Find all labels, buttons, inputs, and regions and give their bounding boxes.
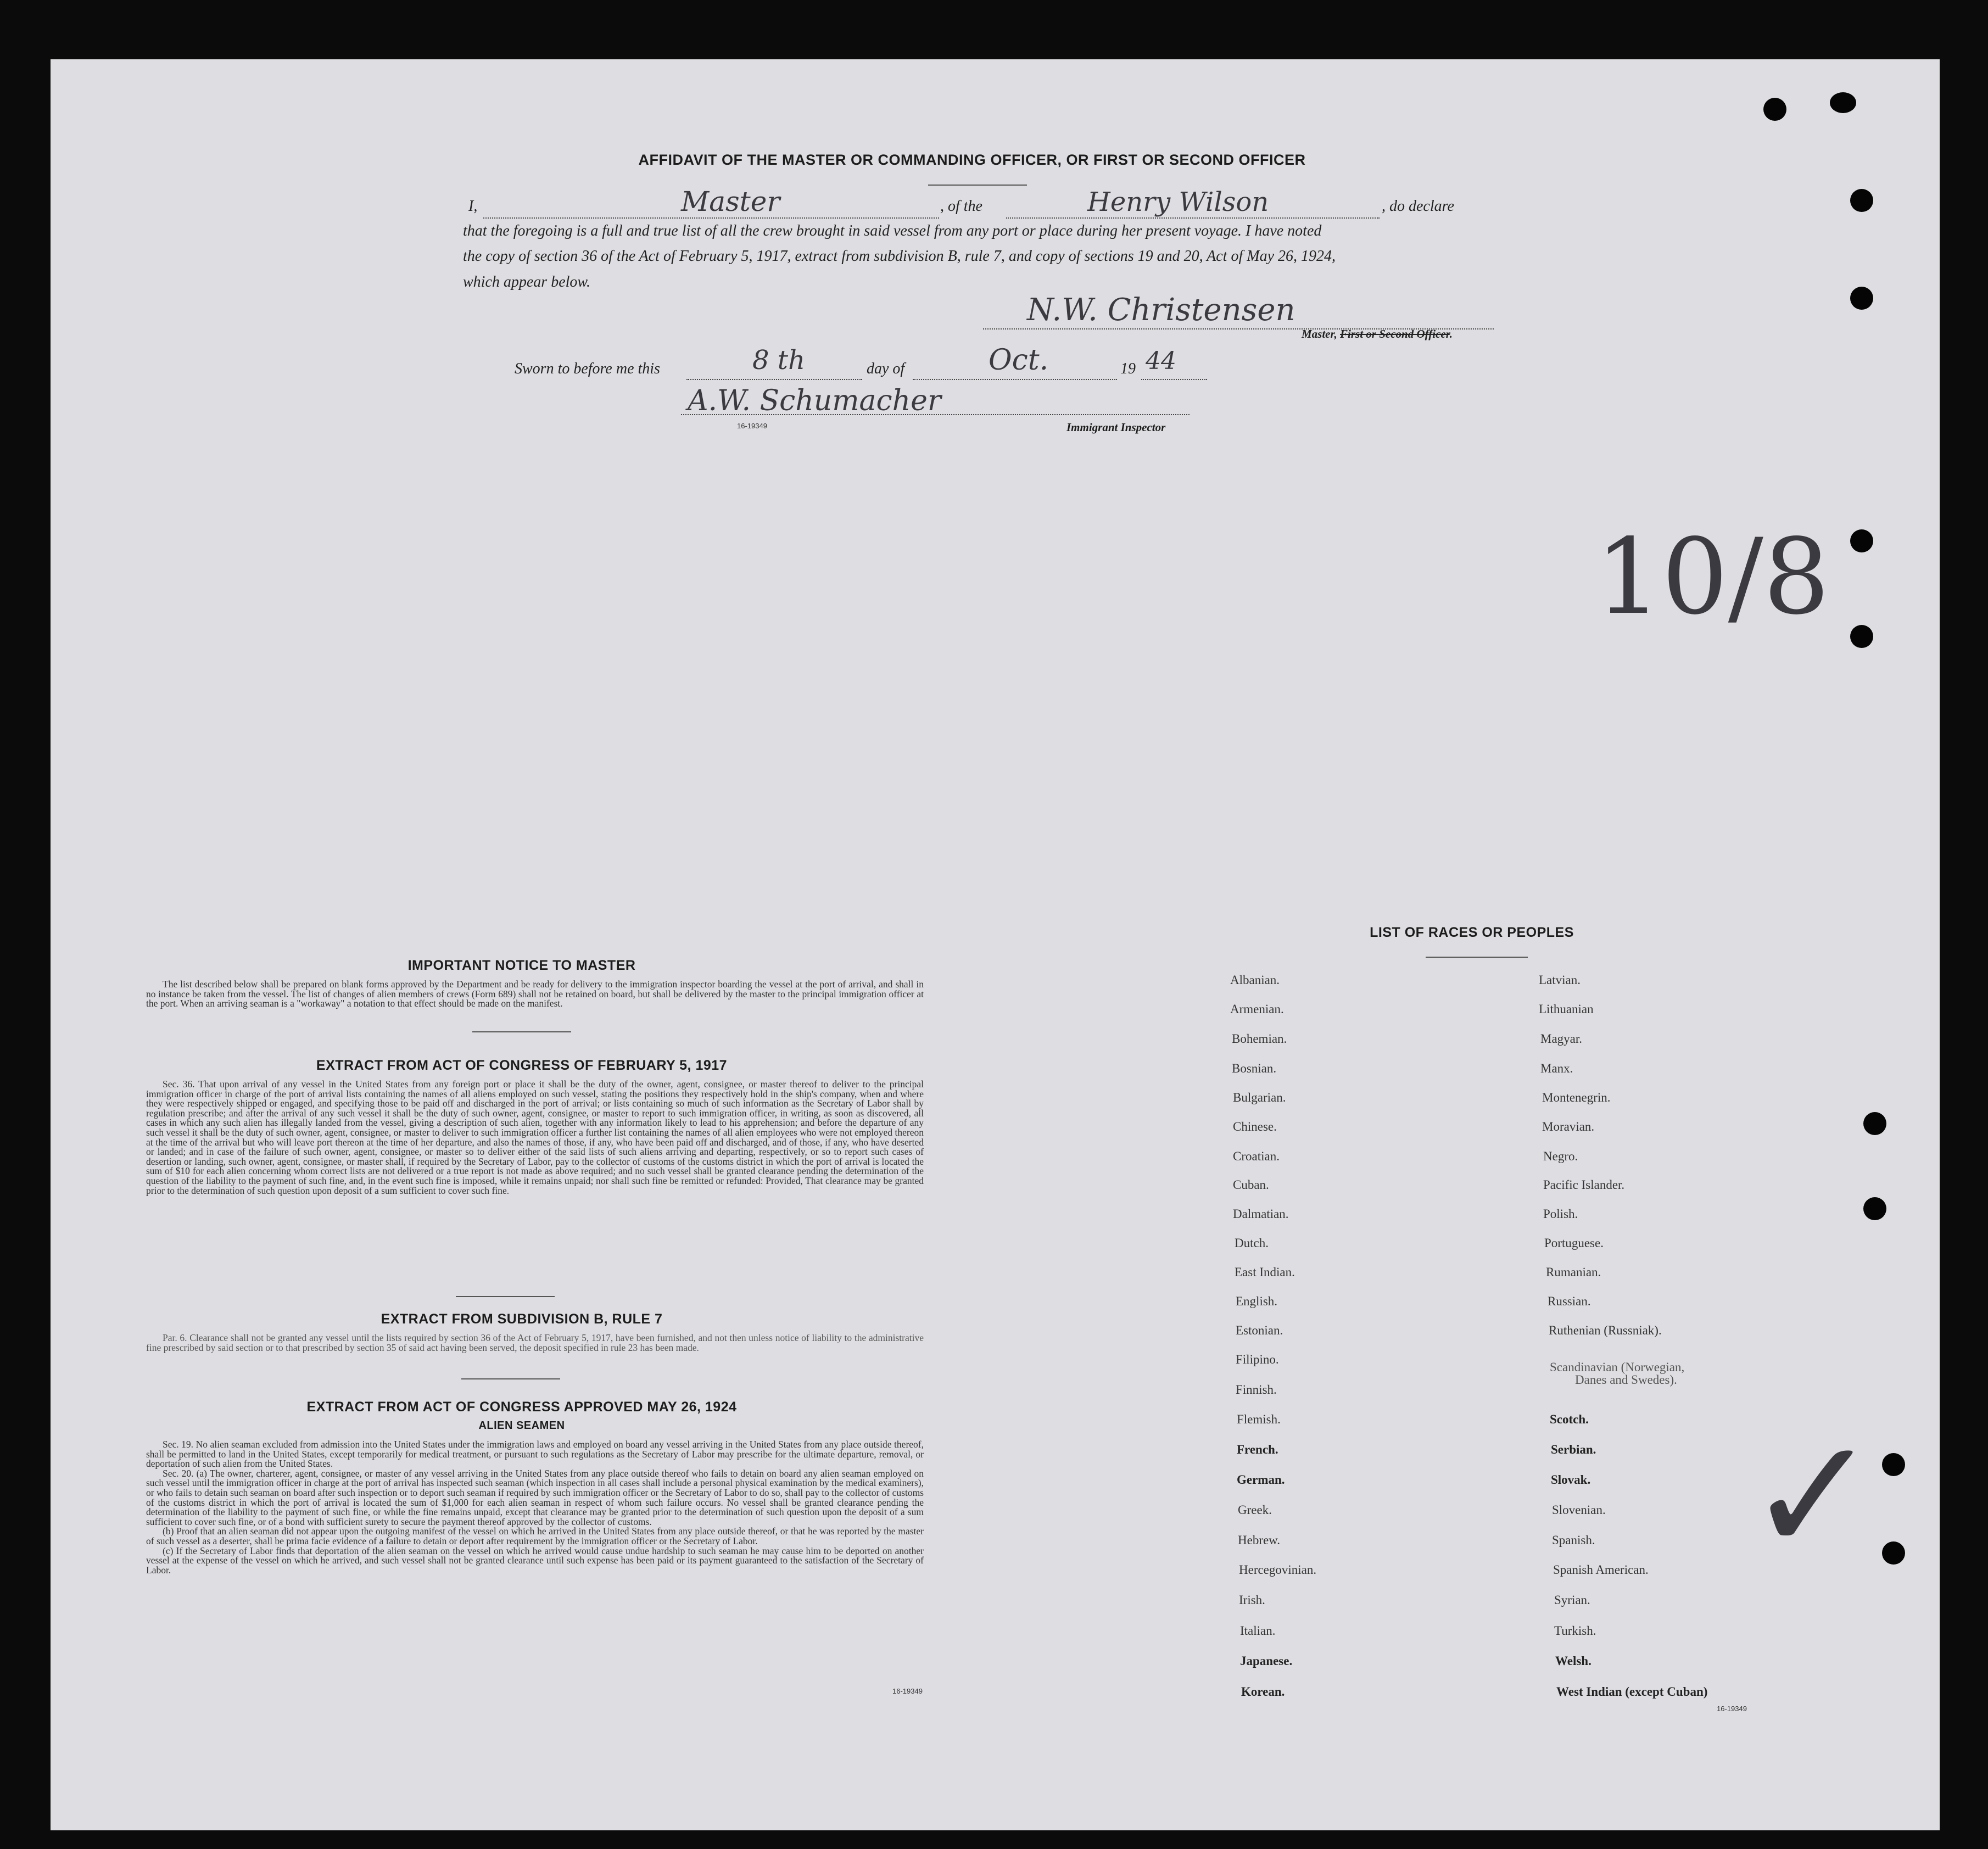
race-right-1: Latvian. — [1539, 973, 1581, 987]
race-right-8: Pacific Islander. — [1543, 1178, 1625, 1192]
sec-20c-text: (c) If the Secretary of Labor finds that deportation of the alien seaman on the vessel on which he arrived would cause undue hardship to such seaman he may cause him to be deported on another vessel at the expense of the vessel on which he arrived, and such vessel shall not be granted clearance until such expense has been paid or its payment guaranteed to the satisfaction of the Secretary of Labor. — [146, 1545, 924, 1576]
fill-line — [686, 379, 862, 380]
divider — [472, 1031, 571, 1032]
race-left-20: Hebrew. — [1238, 1533, 1281, 1547]
affidavit-body-line-2: the copy of section 36 of the Act of February 5, 1917, extract from subdivision B, rule 7, and copy of sections 19 and 20, Act of May 26, 1924, — [463, 248, 1336, 265]
divider — [461, 1378, 560, 1379]
left-form-number: 16-19349 — [892, 1687, 923, 1695]
declare-label: , do declare — [1382, 198, 1454, 215]
race-right-20: Spanish American. — [1553, 1563, 1649, 1577]
race-left-16: Flemish. — [1237, 1412, 1281, 1426]
punch-hole — [1830, 92, 1856, 113]
race-right-11: Rumanian. — [1546, 1265, 1601, 1279]
alien-seamen-subtitle: ALIEN SEAMEN — [478, 1420, 565, 1432]
race-left-21: Hercegovinian. — [1239, 1563, 1317, 1577]
race-right-10: Portuguese. — [1544, 1236, 1604, 1250]
signature-line — [681, 414, 1190, 415]
race-right-23: Welsh. — [1555, 1654, 1591, 1668]
notice-text: The list described below shall be prepared on blank forms approved by the Department and be ready for delivery to the immigration inspector boarding the vessel at the port of arrival, and shall in no instance be taken from the vessel. The list of changes of alien members of crews (Form 689) shall not be retained on board, but shall be delivered by the master to the principal immigration officer at the port. When an arriving seaman is a "workaway" a notation to that effect should be made on the manifest. — [146, 979, 924, 1009]
of-the-label: , of the — [940, 198, 982, 215]
race-right-13: Ruthenian (Russniak). — [1549, 1323, 1662, 1337]
race-left-9: Dalmatian. — [1233, 1207, 1289, 1221]
extract-1917-text: Sec. 36. That upon arrival of any vessel in the United States from any foreign port or place it shall be the duty of the owner, agent, consignee, or master thereof to deliver to the principal immigration officer in charge of the port of arrival lists containing the names of all aliens employed on such vessel, stating the positions they respectively hold in the ship's company, when and where they were respectively shipped or engaged, and specifying those to be paid off and discharged in the port of arrival; or lists containing so much of such information as the Secretary of Labor shall by regulation prescribe; and after the arrival of any such vessel it shall be the duty of such owner, agent, consignee, or master to report to such immigration officer, in writing, as soon as discovered, all cases in which any such alien has illegally landed from the vessel, giving a description of such alien, together with any information likely to lead to his apprehension; and before the departure of any such vessel it shall be the duty of such owner, agent, consignee, or master to deliver to such immigration officer a further list containing the names of all alien employees who were not employed thereon at the time of the arrival but who will leave port thereon at the time of her departure, and also the names of those, if any, who have been paid off and discharged, and of those, if any, who have deserted or landed; and in case of the failure of such owner, agent, consignee, or master so to deliver either of the said lists of such aliens arriving and departing, respectively, or so to report such cases of desertion or landing, such owner, agent, consignee, or master shall, if required by the Secretary of Labor, pay to the collector of customs of the customs district in which the port of arrival is located the sum of $10 for each alien concerning whom correct lists are not delivered or a true report is not made as above required; and no such vessel shall be granted clearance pending the determination of the question of the liability to the payment of such fine, and, in the event such fine is imposed, while it remains unpaid; nor shall such fine be remitted or refunded: Provided, That clearance may be granted prior to the determination of such question upon deposit of a sum sufficient to cover such fine. — [146, 1079, 924, 1196]
race-left-10: Dutch. — [1235, 1236, 1269, 1250]
race-left-19: Greek. — [1238, 1503, 1272, 1517]
notice-title: IMPORTANT NOTICE TO MASTER — [407, 958, 636, 973]
race-left-12: English. — [1236, 1294, 1278, 1308]
race-left-14: Filipino. — [1236, 1353, 1279, 1366]
race-right-6: Moravian. — [1542, 1120, 1595, 1133]
race-right-12: Russian. — [1548, 1294, 1591, 1308]
subdivision-b-title: EXTRACT FROM SUBDIVISION B, RULE 7 — [381, 1311, 663, 1327]
extract-1924-title: EXTRACT FROM ACT OF CONGRESS APPROVED MAY 26, 1924 — [306, 1399, 737, 1415]
race-right-2: Lithuanian — [1539, 1002, 1594, 1016]
race-right-24: West Indian (except Cuban) — [1556, 1685, 1708, 1699]
fill-line — [913, 379, 1117, 380]
races-title: LIST OF RACES OR PEOPLES — [1370, 925, 1574, 940]
affidavit-body-line-3: which appear below. — [463, 273, 591, 291]
punch-hole — [1863, 1112, 1886, 1135]
race-left-11: East Indian. — [1235, 1265, 1295, 1279]
race-left-13: Estonian. — [1236, 1323, 1283, 1337]
subdivision-b-text: Par. 6. Clearance shall not be granted any vessel until the lists required by section 36 of the Act of February 5, 1917, have been furnished, and not then unless notice of liability to the administrative fine prescribed by said section or to that prescribed by section 35 of said act having been served, the deposit specified in rule 23 has been made. — [146, 1332, 924, 1353]
inspector-signature: A.W. Schumacher — [688, 384, 941, 417]
punch-hole — [1850, 189, 1873, 212]
affidavit-body-line-1: that the foregoing is a full and true list of all the crew brought in said vessel from any port or place during her present voyage. I have noted — [463, 222, 1322, 239]
sworn-label: Sworn to before me this — [515, 360, 660, 377]
race-left-2: Armenian. — [1230, 1002, 1284, 1016]
affidavit-i-label: I, — [468, 198, 478, 215]
race-right-3: Magyar. — [1540, 1032, 1583, 1046]
punch-hole — [1850, 287, 1873, 310]
race-left-8: Cuban. — [1233, 1178, 1269, 1192]
race-right-9: Polish. — [1543, 1207, 1578, 1221]
master-handwritten-field: Master — [681, 186, 780, 217]
fill-line — [483, 217, 939, 219]
sec-19-text: Sec. 19. No alien seaman excluded from admission into the United States under the immigration laws and employed on board any vessel arriving in the United States from any place outside thereof, shall be permitted to land in the United States, except temporarily for medical treatment, or pursuant to such regulations as the Secretary of Labor may prescribe for the ultimate departure, removal, or deportation of such alien from the United States. — [146, 1439, 924, 1470]
race-right-14: Scandinavian (Norwegian, — [1550, 1360, 1685, 1374]
race-right-22: Turkish. — [1554, 1624, 1596, 1638]
race-left-6: Chinese. — [1233, 1120, 1277, 1133]
race-left-25: Korean. — [1241, 1685, 1285, 1699]
punch-hole — [1850, 625, 1873, 648]
race-left-18: German. — [1237, 1473, 1285, 1487]
extract-1924-body — [146, 1440, 924, 1575]
divider — [1426, 957, 1528, 958]
punch-hole — [1882, 1453, 1905, 1476]
fill-line — [1006, 217, 1380, 219]
punch-hole — [1763, 98, 1786, 121]
check-mark: ✓ — [1746, 1404, 1880, 1589]
punch-hole — [1882, 1541, 1905, 1565]
race-right-7: Negro. — [1543, 1149, 1578, 1163]
affidavit-form-number: 16-19349 — [737, 422, 767, 430]
race-right-19: Spanish. — [1552, 1533, 1595, 1547]
margin-date-note: 10/8 — [1595, 516, 1830, 638]
race-right-17: Slovak. — [1551, 1473, 1591, 1487]
race-left-7: Croatian. — [1233, 1149, 1280, 1163]
master-signature: N.W. Christensen — [1027, 292, 1295, 328]
race-left-17: French. — [1237, 1443, 1278, 1456]
race-left-1: Albanian. — [1230, 973, 1280, 987]
right-form-number: 16-19349 — [1717, 1705, 1747, 1713]
race-right-15: Scotch. — [1550, 1412, 1589, 1426]
race-left-22: Irish. — [1239, 1593, 1265, 1607]
sworn-year-field: 44 — [1146, 347, 1176, 375]
vessel-name-handwritten-field: Henry Wilson — [1087, 187, 1269, 217]
sec-20a-text: Sec. 20. (a) The owner, charterer, agent, consignee, or master of any vessel arriving in the United States from any place outside thereof who fails to detain on board any alien seaman employed on such vessel until the immigration officer in charge at the port of arrival has inspected such seaman (which inspection in all cases shall include a personal physical examination by the medical examiners), or who fails to detain such seaman on board after such inspection or to deport such seaman if required by such immigration officer or the Secretary of Labor to do so, shall pay to the collector of customs of the customs district in which the port of arrival is located the sum of $1,000 for each alien seaman in respect of whom such failure occurs. No vessel shall be granted clearance pending the determination of the liability to the payment of such fine, or while the fine remains unpaid, except that clearance may be granted prior to the determination of such question upon the deposit of a sum sufficient to cover such fine, or of a bond with sufficient surety to secure the payment thereof approved by the collector of customs. — [146, 1467, 924, 1527]
race-left-24: Japanese. — [1240, 1654, 1293, 1668]
extract-1917-title: EXTRACT FROM ACT OF CONGRESS OF FEBRUARY 5, 1917 — [316, 1058, 728, 1073]
divider — [456, 1296, 555, 1297]
sec-20b-text: (b) Proof that an alien seaman did not appear upon the outgoing manifest of the vessel on which he arrived in the United States from any place outside thereof, or that he was reported by the master of such vessel as a deserter, shall be prima facie evidence of a failure to detain or deport after requirement by the immigration officer or the Secretary of Labor. — [146, 1526, 924, 1546]
punch-hole — [1863, 1197, 1886, 1220]
race-left-3: Bohemian. — [1232, 1032, 1287, 1046]
day-of-label: day of — [867, 360, 905, 377]
punch-hole — [1850, 529, 1873, 552]
race-right-21: Syrian. — [1554, 1593, 1590, 1607]
race-right-16: Serbian. — [1551, 1443, 1596, 1456]
sworn-day-field: 8 th — [752, 345, 805, 376]
race-right-5: Montenegrin. — [1542, 1091, 1611, 1104]
divider — [928, 185, 1027, 186]
fill-line — [1141, 379, 1207, 380]
race-left-15: Finnish. — [1236, 1383, 1277, 1396]
race-left-5: Bulgarian. — [1233, 1091, 1286, 1104]
race-left-23: Italian. — [1240, 1624, 1276, 1638]
year-prefix: 19 — [1120, 360, 1136, 377]
race-right-18: Slovenian. — [1552, 1503, 1606, 1517]
sworn-month-field: Oct. — [989, 344, 1049, 377]
race-right-4: Manx. — [1540, 1062, 1573, 1075]
affidavit-title: AFFIDAVIT OF THE MASTER OR COMMANDING OFFICER, OR FIRST OR SECOND OFFICER — [638, 152, 1306, 168]
race-right-14-cont: Danes and Swedes). — [1575, 1373, 1677, 1387]
inspector-caption: Immigrant Inspector — [1066, 421, 1166, 434]
signature-caption: Master, First or Second Officer. — [1302, 327, 1453, 340]
race-left-4: Bosnian. — [1232, 1062, 1277, 1075]
